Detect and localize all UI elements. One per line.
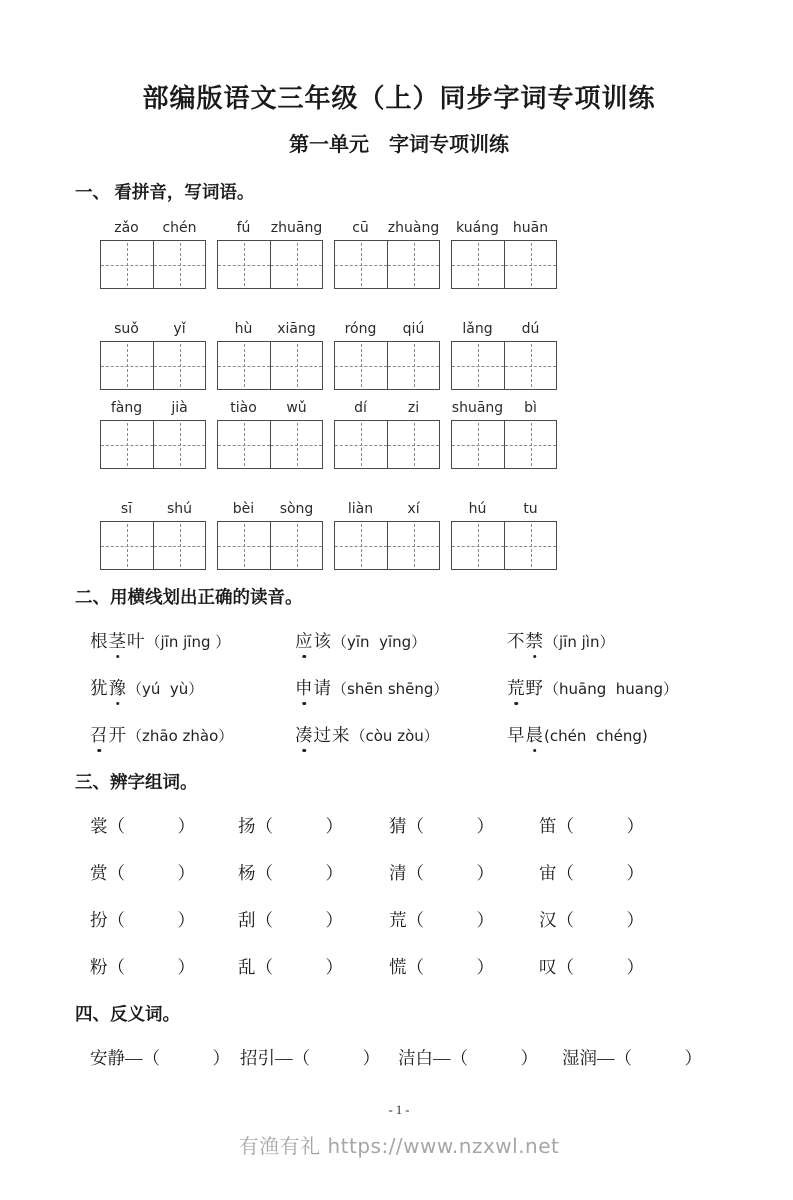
pinyin-label: hù xiāng bbox=[234, 321, 316, 337]
char-item: 宙（ ） bbox=[539, 863, 644, 883]
blank-parens: （ ） bbox=[255, 816, 343, 836]
blank-parens: （ ） bbox=[406, 910, 494, 930]
pinyin-grid-group bbox=[217, 400, 323, 469]
pronunciation-item bbox=[90, 675, 295, 700]
worksheet-page bbox=[0, 78, 793, 1159]
blank-parens: （ ） bbox=[406, 957, 494, 977]
blank-parens: —（ ） bbox=[125, 1048, 230, 1068]
pinyin-grid-group bbox=[334, 501, 440, 570]
char-item: 荒（ ） bbox=[389, 910, 494, 930]
blank-parens: （ ） bbox=[255, 957, 343, 977]
writing-grid bbox=[451, 240, 557, 289]
pinyin-options: （jīn jīng ） bbox=[145, 633, 231, 651]
pinyin-label: kuáng huān bbox=[456, 220, 549, 236]
pinyin-label: dí zi bbox=[354, 400, 420, 416]
pinyin-row-3 bbox=[100, 400, 723, 469]
pinyin-grid-group bbox=[100, 400, 206, 469]
grid-cell bbox=[101, 241, 153, 288]
char-item: 杨（ ） bbox=[238, 863, 343, 883]
pinyin-grid-group bbox=[100, 501, 206, 570]
word: 早晨 bbox=[507, 725, 544, 745]
char-item: 刮（ ） bbox=[238, 910, 343, 930]
grid-cell bbox=[452, 241, 504, 288]
pinyin-label: zǎo chén bbox=[114, 220, 197, 236]
pinyin-label: róng qiú bbox=[344, 321, 425, 337]
grid-cell bbox=[504, 342, 556, 389]
blank-parens: （ ） bbox=[107, 863, 195, 883]
word: 根茎叶 bbox=[90, 631, 146, 651]
writing-grid bbox=[334, 240, 440, 289]
page-subtitle: 第一单元 字词专项训练 bbox=[289, 134, 509, 156]
grid-cell bbox=[335, 241, 387, 288]
writing-grid bbox=[100, 521, 206, 570]
grid-cell bbox=[218, 421, 270, 468]
pinyin-grid-group bbox=[451, 220, 557, 289]
grid-cell bbox=[270, 241, 322, 288]
pinyin-label: tiào wǔ bbox=[230, 400, 307, 416]
pronunciation-item bbox=[507, 675, 723, 700]
pinyin-label: hú tu bbox=[468, 501, 538, 517]
pinyin-row-1 bbox=[100, 220, 723, 289]
writing-grid bbox=[451, 521, 557, 570]
pinyin-row-2 bbox=[100, 321, 723, 390]
pronunciation-item bbox=[90, 722, 295, 747]
pinyin-label: sī shú bbox=[120, 501, 193, 517]
pinyin-grid-group bbox=[334, 321, 440, 390]
section3-heading: 三、辨字组词。 bbox=[75, 772, 198, 792]
word: 犹豫 bbox=[90, 678, 127, 698]
pinyin-label: liàn xí bbox=[347, 501, 420, 517]
char-item: 笛（ ） bbox=[539, 816, 644, 836]
writing-grid bbox=[334, 420, 440, 469]
grid-cell bbox=[101, 421, 153, 468]
pronunciation-item bbox=[507, 722, 723, 747]
writing-grid bbox=[217, 240, 323, 289]
pinyin-grid-group bbox=[451, 321, 557, 390]
pinyin-grid-group bbox=[217, 220, 323, 289]
section1-heading: 一、 看拼音，写词语。 bbox=[75, 182, 255, 202]
char-item: 慌（ ） bbox=[389, 957, 494, 977]
pinyin-options: （yú yù） bbox=[127, 680, 204, 698]
pinyin-grid-group bbox=[100, 321, 206, 390]
grid-cell bbox=[218, 522, 270, 569]
grid-cell bbox=[218, 342, 270, 389]
blank-parens: （ ） bbox=[556, 910, 644, 930]
grid-cell bbox=[335, 522, 387, 569]
pinyin-label: fàng jià bbox=[110, 400, 188, 416]
pinyin-options: （shēn shēng） bbox=[332, 680, 449, 698]
pinyin-label: shuāng bì bbox=[451, 400, 537, 416]
grid-cell bbox=[153, 241, 205, 288]
grid-cell bbox=[387, 522, 439, 569]
pronunciation-item bbox=[295, 628, 507, 653]
grid-cell bbox=[101, 522, 153, 569]
antonym-item: 招引—（ ） bbox=[240, 1048, 380, 1068]
antonym-item: 湿润—（ ） bbox=[562, 1048, 702, 1068]
page-number: - 1 - bbox=[388, 1103, 410, 1117]
pinyin-label: lǎng dú bbox=[462, 321, 540, 337]
pronunciation-item bbox=[507, 628, 723, 653]
pinyin-options: （còu zòu） bbox=[350, 727, 439, 745]
section4-heading: 四、反义词。 bbox=[75, 1004, 180, 1024]
pinyin-options: （zhāo zhào） bbox=[127, 727, 234, 745]
pronunciation-item bbox=[295, 722, 507, 747]
pinyin-label: fú zhuāng bbox=[236, 220, 323, 236]
word: 申请 bbox=[295, 678, 332, 698]
blank-parens: （ ） bbox=[556, 863, 644, 883]
blank-parens: —（ ） bbox=[433, 1048, 538, 1068]
grid-cell bbox=[153, 342, 205, 389]
section2-heading: 二、用横线划出正确的读音。 bbox=[75, 587, 303, 607]
char-item: 粉（ ） bbox=[90, 957, 195, 977]
writing-grid bbox=[334, 341, 440, 390]
writing-grid bbox=[451, 420, 557, 469]
antonym-list bbox=[90, 1045, 723, 1070]
char-item: 汉（ ） bbox=[539, 910, 644, 930]
grid-cell bbox=[270, 342, 322, 389]
word: 凑过来 bbox=[295, 725, 351, 745]
blank-parens: （ ） bbox=[107, 957, 195, 977]
antonym-item: 洁白—（ ） bbox=[398, 1048, 538, 1068]
pinyin-options: （yīn yīng） bbox=[332, 633, 427, 651]
char-item: 猜（ ） bbox=[389, 816, 494, 836]
pronunciation-list bbox=[90, 628, 723, 747]
pinyin-grid-group bbox=[451, 501, 557, 570]
writing-grid bbox=[451, 341, 557, 390]
grid-cell bbox=[504, 421, 556, 468]
char-item: 扮（ ） bbox=[90, 910, 195, 930]
pinyin-row-4 bbox=[100, 501, 723, 570]
pinyin-options: （jīn jìn） bbox=[544, 633, 615, 651]
word: 召开 bbox=[90, 725, 127, 745]
char-item: 乱（ ） bbox=[238, 957, 343, 977]
grid-cell bbox=[387, 241, 439, 288]
page-title: 部编版语文三年级（上）同步字词专项训练 bbox=[142, 84, 656, 113]
grid-cell bbox=[452, 522, 504, 569]
grid-cell bbox=[387, 421, 439, 468]
pinyin-options: (chén chéng) bbox=[544, 727, 648, 745]
writing-grid bbox=[217, 420, 323, 469]
pinyin-grid-group bbox=[451, 400, 557, 469]
writing-grid bbox=[100, 420, 206, 469]
grid-cell bbox=[452, 421, 504, 468]
blank-parens: （ ） bbox=[556, 816, 644, 836]
blank-parens: （ ） bbox=[107, 816, 195, 836]
antonym-item: 安静—（ ） bbox=[90, 1048, 230, 1068]
grid-cell bbox=[218, 241, 270, 288]
pinyin-grid-group bbox=[334, 400, 440, 469]
char-item: 清（ ） bbox=[389, 863, 494, 883]
pinyin-grid-group bbox=[217, 321, 323, 390]
writing-grid bbox=[100, 341, 206, 390]
char-item: 裳（ ） bbox=[90, 816, 195, 836]
grid-cell bbox=[335, 421, 387, 468]
pinyin-label: cū zhuàng bbox=[352, 220, 440, 236]
word: 应该 bbox=[295, 631, 332, 651]
pinyin-grid-group bbox=[217, 501, 323, 570]
pinyin-grid-group bbox=[100, 220, 206, 289]
grid-cell bbox=[270, 421, 322, 468]
char-item: 赏（ ） bbox=[90, 863, 195, 883]
pronunciation-item bbox=[90, 628, 295, 653]
char-item: 叹（ ） bbox=[539, 957, 644, 977]
grid-cell bbox=[387, 342, 439, 389]
char-item: 扬（ ） bbox=[238, 816, 343, 836]
grid-cell bbox=[270, 522, 322, 569]
word: 不禁 bbox=[507, 631, 544, 651]
word: 荒野 bbox=[507, 678, 544, 698]
blank-parens: （ ） bbox=[406, 816, 494, 836]
blank-parens: （ ） bbox=[556, 957, 644, 977]
blank-parens: （ ） bbox=[406, 863, 494, 883]
grid-cell bbox=[452, 342, 504, 389]
writing-grid bbox=[100, 240, 206, 289]
grid-cell bbox=[101, 342, 153, 389]
writing-grid bbox=[334, 521, 440, 570]
grid-cell bbox=[153, 421, 205, 468]
writing-grid bbox=[217, 341, 323, 390]
grid-cell bbox=[153, 522, 205, 569]
grid-cell bbox=[504, 522, 556, 569]
blank-parens: （ ） bbox=[255, 910, 343, 930]
grid-cell bbox=[335, 342, 387, 389]
grid-cell bbox=[504, 241, 556, 288]
blank-parens: —（ ） bbox=[275, 1048, 380, 1068]
pinyin-grid-group bbox=[334, 220, 440, 289]
pinyin-label: bèi sòng bbox=[232, 501, 314, 517]
watermark: 有渔有礼 https://www.nzxwl.net bbox=[238, 1134, 560, 1158]
pronunciation-item bbox=[295, 675, 507, 700]
char-word-list bbox=[90, 813, 723, 979]
blank-parens: —（ ） bbox=[597, 1048, 702, 1068]
pinyin-label: suǒ yǐ bbox=[114, 321, 186, 337]
pinyin-options: （huāng huang） bbox=[544, 680, 679, 698]
blank-parens: （ ） bbox=[107, 910, 195, 930]
writing-grid bbox=[217, 521, 323, 570]
blank-parens: （ ） bbox=[255, 863, 343, 883]
